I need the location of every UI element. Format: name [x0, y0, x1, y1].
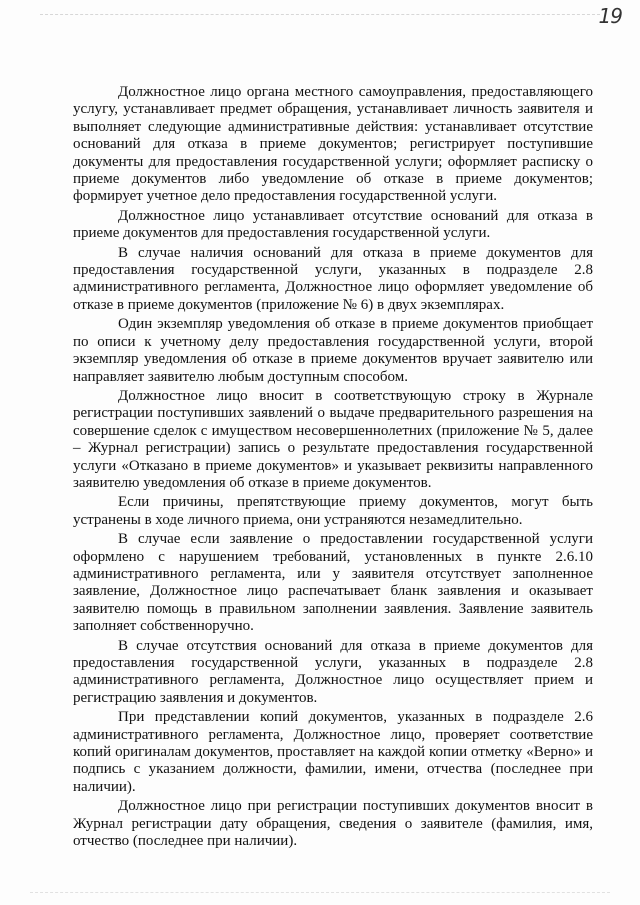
- paragraph-10: Должностное лицо при регистрации поступивших документов вносит в Журнал регистрации дату обращения, сведения о заявителе (фамилия, имя, отчество (последнее при наличии).: [73, 798, 593, 850]
- paragraph-8: В случае отсутствия оснований для отказа в приеме документов для предоставления государственной услуги, указанных в подразделе 2.8 административного регламента, Должностное лицо осуществляет прием и регистрацию заявления и документов.: [73, 637, 593, 706]
- paragraph-7: В случае если заявление о предоставлении государственной услуги оформлено с нарушением требований, установленных в пункте 2.6.10 административного регламента, или у заявителя отсутствует заполненное заявление, Должностное лицо распечатывает бланк заявления и оказывает заявителю помощь в правильном заполнении заявления. Заявление заявитель заполняет собственноручно.: [73, 531, 593, 635]
- scan-edge-bottom: [30, 892, 610, 897]
- paragraph-9: При представлении копий документов, указанных в подразделе 2.6 административного регламента, Должностное лицо, проверяет соответствие копий оригиналам документов, проставляет на каждой копии отметку «Верно» и подпись с указанием должности, фамилии, имени, отчества (последнее при наличии).: [73, 709, 593, 795]
- paragraph-6: Если причины, препятствующие приему документов, могут быть устранены в ходе личного приема, они устраняются незамедлительно.: [73, 494, 593, 528]
- paragraph-4: Один экземпляр уведомления об отказе в приеме документов приобщает по описи к учетному делу предоставления государственной услуги, второй экземпляр уведомления об отказе в приеме документов вручает заявителю или направляет заявителю любым доступным способом.: [73, 316, 593, 385]
- scan-edge-top: [40, 14, 600, 21]
- paragraph-5: Должностное лицо вносит в соответствующую строку в Журнале регистрации поступивших заявлений о выдаче предварительного разрешения на совершение сделок с имуществом несовершеннолетних (приложение № 5, далее – Журнал регистрации) запись о результате предоставления государственной услуги «Отказано в приеме документов» и указывает реквизиты направленного заявителю уведомления об отказе в приеме документов.: [73, 387, 593, 491]
- document-body: [73, 84, 593, 852]
- page-number: 19: [598, 4, 622, 28]
- paragraph-2: Должностное лицо устанавливает отсутствие оснований для отказа в приеме документов для предоставления государственной услуги.: [73, 207, 593, 242]
- paragraph-1: Должностное лицо органа местного самоуправления, предоставляющего услугу, устанавливает предмет обращения, устанавливает личность заявителя и выполняет следующие административные действия: устанавливает отсутствие оснований для отказа в приеме документов; регистрирует поступившие документы для предоставления государственной услуги; оформляет расписку о приеме документов либо уведомление об отказе в приеме документов; формирует учетное дело предоставления государственной услуги.: [73, 84, 593, 205]
- paragraph-3: В случае наличия оснований для отказа в приеме документов для предоставления государственной услуги, указанных в подразделе 2.8 административного регламента, Должностное лицо оформляет уведомление об отказе в приеме документов (приложение № 6) в двух экземплярах.: [73, 244, 593, 313]
